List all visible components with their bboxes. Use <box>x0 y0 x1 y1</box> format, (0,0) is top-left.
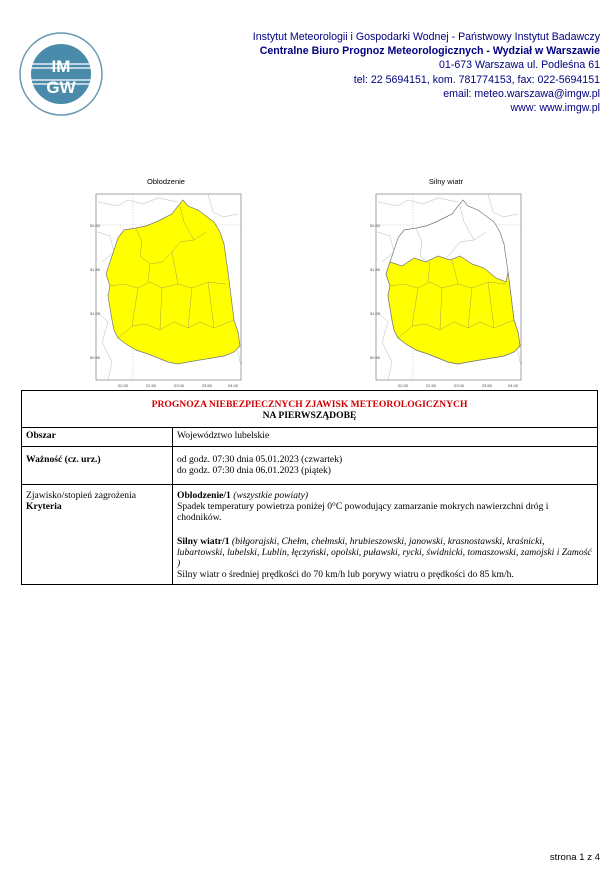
institute-header <box>253 30 600 115</box>
imgw-logo <box>18 31 104 117</box>
phenomenon-2-name: Silny wiatr/1 <box>177 536 230 547</box>
x-tick-label: 22.50 <box>146 383 157 388</box>
y-tick-label: 51.50 <box>370 267 381 272</box>
x-tick-label: 22.00 <box>118 383 129 388</box>
zjawisko-label-cell <box>22 485 173 585</box>
institute-name: Instytut Meteorologii i Gospodarki Wodnej - Państwowy Instytut Badawczy <box>252 31 600 43</box>
phenomenon-2-desc: Silny wiatr o średniej prędkości do 70 km/h lub porywy wiatru o prędkości do 85 km/h. <box>177 569 514 580</box>
map-title-oblodzenie: Oblodzenie <box>147 177 185 186</box>
department-name: Centralne Biuro Prognoz Meteorologicznych - Wydział w Warszawie <box>259 45 600 58</box>
y-tick-label: 50.50 <box>90 355 101 360</box>
phenomenon-2 <box>177 536 593 569</box>
waznosc-value <box>173 447 598 485</box>
obszar-value: Województwo lubelskie <box>173 428 598 447</box>
kryteria-label: Kryteria <box>26 501 62 512</box>
x-tick-label: 24.00 <box>508 383 519 388</box>
zjawisko-label: Zjawisko/stopień zagrożenia <box>26 490 137 501</box>
website: www: www.imgw.pl <box>510 102 600 115</box>
y-tick-label: 51.00 <box>370 311 381 316</box>
maps-area <box>0 170 616 392</box>
phenomenon-1-desc: Spadek temperatury powietrza poniżej 0°C powodujący zamarzanie mokrych nawierzchni dróg i chodników. <box>177 501 549 523</box>
phenomena-cell <box>173 485 598 585</box>
waznosc-to: do godz. 07:30 dnia 06.01.2023 (piątek) <box>177 465 332 476</box>
forecast-table <box>21 390 598 585</box>
forecast-subtitle: NA PIERWSZĄDOBĘ <box>262 410 357 421</box>
x-tick-label: 23.00 <box>454 383 465 388</box>
phenomenon-1 <box>177 490 593 501</box>
x-tick-label: 24.00 <box>228 383 239 388</box>
x-tick-label: 22.50 <box>426 383 437 388</box>
phenomenon-2-scope: (biłgorajski, Chełm, chełmski, hrubieszowski, janowski, krasnostawski, kraśnicki, lubartowski, lubelski, Lublin, łęczyński, opolski, puławski, rycki, świdnicki, tomaszowski, zamojski i Zamość ) <box>177 536 592 569</box>
map-oblodzenie <box>88 192 246 392</box>
map-title-silny-wiatr: Silny wiatr <box>428 177 464 186</box>
y-tick-label: 52.00 <box>90 223 101 228</box>
forecast-title-cell <box>22 391 598 428</box>
page-number: strona 1 z 4 <box>549 852 600 863</box>
waznosc-from: od godz. 07:30 dnia 05.01.2023 (czwartek) <box>177 454 343 465</box>
logo-text-top: IM <box>51 57 71 76</box>
phenomenon-1-scope: (wszystkie powiaty) <box>233 490 309 501</box>
map-silny-wiatr <box>368 192 526 392</box>
obszar-label: Obszar <box>22 428 173 447</box>
email: email: meteo.warszawa@imgw.pl <box>443 87 600 100</box>
waznosc-label: Ważność (cz. urz.) <box>22 447 173 485</box>
y-tick-label: 50.50 <box>370 355 381 360</box>
phone: tel: 22 5694151, kom. 781774153, fax: 022-5694151 <box>353 73 600 86</box>
y-tick-label: 51.50 <box>90 267 101 272</box>
address: 01-673 Warszawa ul. Podleśna 61 <box>439 59 600 72</box>
forecast-title: PROGNOZA NIEBEZPIECZNYCH ZJAWISK METEOROLOGICZNYCH <box>151 399 468 410</box>
phenomenon-1-name: Oblodzenie/1 <box>177 490 231 501</box>
x-tick-label: 23.50 <box>202 383 213 388</box>
y-tick-label: 52.00 <box>370 223 381 228</box>
x-tick-label: 22.00 <box>398 383 409 388</box>
x-tick-label: 23.50 <box>482 383 493 388</box>
logo-text-bottom: GW <box>46 78 76 97</box>
y-tick-label: 51.00 <box>90 311 101 316</box>
x-tick-label: 23.00 <box>174 383 185 388</box>
